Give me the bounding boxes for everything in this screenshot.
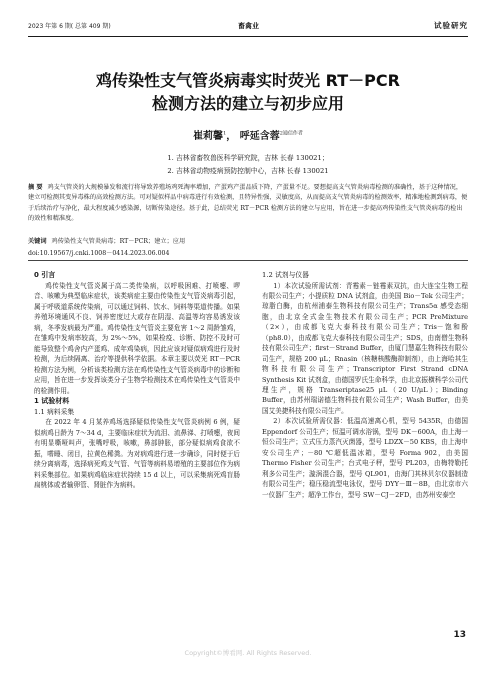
abstract-rule — [28, 260, 468, 261]
right-column — [262, 270, 468, 500]
author-2-sup: 2通信作者 — [279, 130, 303, 137]
keywords — [28, 237, 468, 247]
page-number: 13 — [453, 630, 466, 640]
journal-name: 畜禽业 — [238, 22, 259, 30]
header-rule — [28, 36, 468, 37]
issue-info: 2023 年第 6 期( 总第 409 期) — [28, 23, 111, 30]
running-header — [28, 0, 468, 38]
paragraph-intro: 鸡传染性支气管炎属于高二类传染病，以呼吸困难、打喷嚏、啰音、咳嗽为典型临床症状，该类病症主要由传染性支气管炎病毒引起，属于呼吸道系统传染病，可以通过饲料、饮水、饲料等渠道传播。如果养殖环境通风不良、饲养密度过大或存在阴湿、高温等均容易诱发该病，冬季发病最为严重。鸡传染性支气管炎主要危害 1～2 周龄雏鸡，在雏鸡中发病率较高，为 2%～5%，如果检疫、诊断、防控不及时可能导致整个鸡舍内产蛋鸡、成年鸡染病，因此应该对疑似病鸡进行及时检测，为后续隔离、治疗等提供科学依据。本章主要以荧光 RT－PCR 检测方法为例，分析该类检测方法在鸡传染性支气管炎病毒中的诊断和应用，旨在进一步发挥该类分子生物学检测技术在鸡传染性支气管炎中的检测作用。 — [34, 282, 240, 395]
paragraph-sample-collection: 在 2022 年 4 月某养鸡场选择疑似传染性支气管炎病例 6 例，疑似病鸡日龄为 7～34 d，主要临床症状为流泪、流鼻涕、打喷嚏，夜间有明显嘶哑叫声，张嘴呼吸，咳嗽，鼻部肿胀，部分疑似病鸡食欲不振，嗜睡、闭目，拉黄色稀粪。为对病鸡进行进一步确诊，同时便于后续分离病毒，选择病死鸡支气管、气管等病料易增殖的主要部位作为病料采集部位。如果病鸡临床症状持续 15 d 以上，可以采集病死鸡盲肠扁桃体或者输卵管、肾脏作为病料。 — [34, 418, 240, 490]
abstract — [28, 183, 468, 225]
abstract-text: 鸡支气管炎的大规模暴发和流行将导致养殖场鸡死淘率增加，产蛋鸡产蛋品质下降，产蛋量不足。要想提高支气管炎病毒检测的准确性，基于这种情况，建立可检测其变异毒株的高效检测方法。可对疑似样品中病毒进行有效检测，且特异性强，灵敏度高，从而提高支气管炎病毒的检测效率，精准地检测到病毒，便于后续治疗与净化，最大程度减少感染源，切断传染途径。基于此，总结荧光 RT－PCR 检测方法的建立与应用，旨在进一步提高鸡传染性支气管炎病毒的检出的效性和精准度。 — [28, 184, 468, 223]
affiliation-2: 2. 吉林省动物疫病预防控制中心，吉林 长春 130021 — [167, 167, 329, 175]
doi: doi:10.19567/j.cnki.1008－0414.2023.06.004 — [28, 250, 170, 257]
author-list — [28, 127, 468, 142]
heading-intro: 0 引言 — [34, 271, 56, 279]
keywords-text: 鸡传染性支气管炎病毒；RT－PCR；建立；应用 — [51, 238, 186, 245]
keywords-label: 关键词 — [28, 238, 47, 245]
paper-title-line1: 鸡传染性支气管炎病毒实时荧光 RT－PCR — [96, 71, 400, 90]
section-name: 试验研究 — [434, 21, 468, 30]
paper-title-line2: 检测方法的建立与初步应用 — [151, 94, 344, 113]
paragraph-instruments: 2）本次试验所需仪器：低温高速离心机，型号 5435R，由德国 Eppendorf 公司生产；恒温可调水浴锅，型号 DK－600A，由上海一恒公司生产；立式压力蒸汽灭菌器，型号 LDZX－50 KBS，由上海申安公司生产；－80 ℃超低温冰箱，型号 Forma 902，由美国 Thermo Fisher 公司生产；台式电子秤，型号 PL203，由梅特勒托利多公司生产；漩涡混合器，型号 QL901，由海门其林贝尔仪器制造有限公司生产；稳压稳流型电泳仪，型号 DYY－Ⅲ－8B，由北京市六一仪器厂生产；超净工作台，型号 SW－CJ－2FD，由苏州安泰空 — [262, 417, 468, 499]
heading-sample-collection: 1.1 病料采集 — [34, 407, 75, 416]
paragraph-reagents: 1）本次试验所需试剂：青霉素－链霉素双抗，由大连宝生物工程有限公司生产；小提质粒 DNA 试剂盒，由美国 Bio－Tek 公司生产；琼脂白酶，由杭州浦泰生物科技有限公司生产；Trans5α 感受态细胞，由北京全式金生物技术有限公司生产；PCR PreMixture（2×），由成都飞克大泰科技有限公司生产；Tris－饱和酚（ph8.0），由成都飞克大泰科技有限公司生产；SDS，由南僧生物科技有限公司生产；first－Strand Buffer，由厦门慧嘉生物科技有限公司生产，规格 200 μL；Rnasin（核糖核酸酶抑制剂），由上海哈其生物科技有限公司生产；Transcriptor First Strand cDNA Synthesis Kit 试剂盒，由德国罗氏生命科学，由北京振横科学公司代理生产，规格 Transeriptase25 μL（20 U/μL）；Binding Buffer，由苏州瑞诺德生物科技有限公司生产；Wash Buffer，由美国艾美捷科技有限公司生产。 — [262, 281, 468, 415]
watermark: Copyright©博看网. All Rights Reserved. — [184, 649, 312, 657]
author-1: 崔莉馨 — [193, 131, 224, 142]
heading-materials: 1 试验材料 — [34, 396, 70, 405]
author-1-sup: 1 — [223, 130, 227, 137]
left-column — [34, 270, 240, 491]
abstract-label: 摘 要 — [28, 184, 43, 191]
author-separator: ， — [226, 131, 237, 142]
affiliation-1: 1. 吉林省畜牧兽医科学研究院，吉林 长春 130021； — [167, 154, 329, 162]
heading-reagents: 1.2 试剂与仪器 — [262, 271, 309, 279]
author-2: 呼延含蓉 — [239, 131, 280, 142]
